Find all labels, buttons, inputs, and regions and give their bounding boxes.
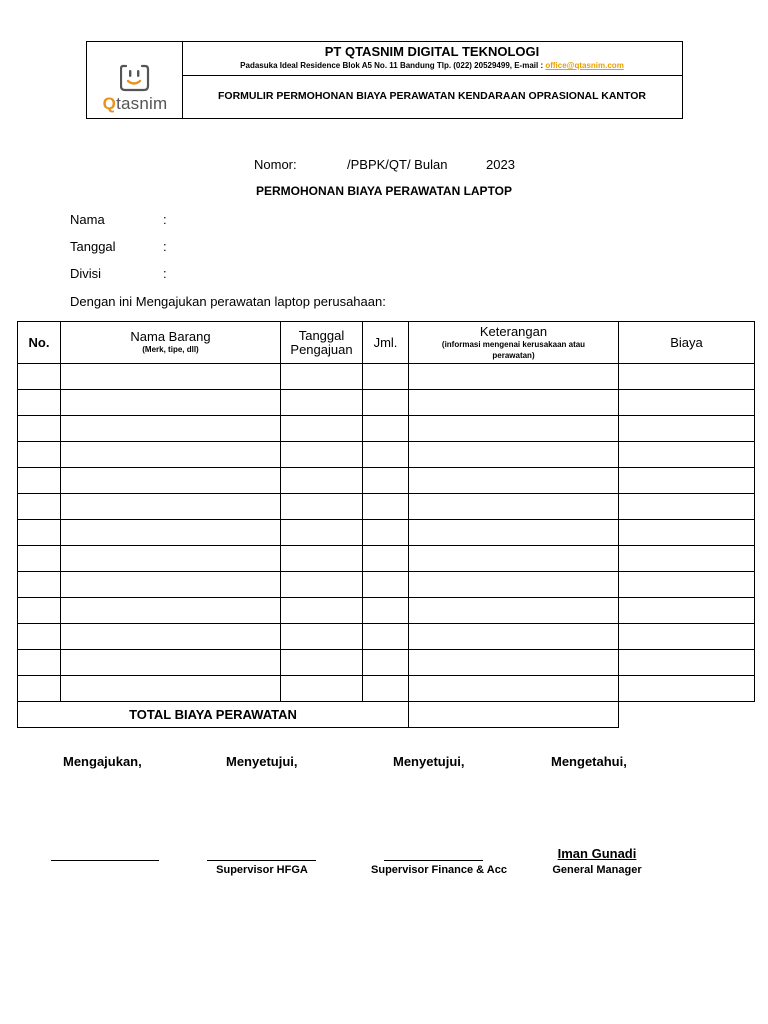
cell-no[interactable] [18, 364, 61, 390]
cell-nama-barang[interactable] [61, 442, 281, 468]
total-row [18, 702, 755, 728]
table-row [18, 546, 755, 572]
nomor-year: 2023 [486, 157, 515, 172]
cell-biaya[interactable] [619, 494, 755, 520]
cell-tanggal[interactable] [281, 676, 363, 702]
total-label: TOTAL BIAYA PERAWATAN [18, 702, 409, 728]
document-header [86, 41, 683, 119]
cell-biaya[interactable] [619, 624, 755, 650]
maintenance-table [17, 321, 755, 728]
cell-biaya[interactable] [619, 572, 755, 598]
cell-no[interactable] [18, 650, 61, 676]
cell-keterangan[interactable] [409, 364, 619, 390]
cell-jml[interactable] [363, 494, 409, 520]
cell-no[interactable] [18, 572, 61, 598]
cell-jml[interactable] [363, 390, 409, 416]
col-header-jml: Jml. [363, 322, 409, 364]
tanggal-colon: : [163, 239, 167, 254]
cell-no[interactable] [18, 468, 61, 494]
cell-jml[interactable] [363, 520, 409, 546]
sig-menyetujui-2-label: Menyetujui, [393, 754, 465, 769]
cell-nama-barang[interactable] [61, 520, 281, 546]
table-row [18, 442, 755, 468]
cell-jml[interactable] [363, 468, 409, 494]
company-name: PT QTASNIM DIGITAL TEKNOLOGI [324, 44, 540, 59]
cell-tanggal[interactable] [281, 390, 363, 416]
cell-tanggal[interactable] [281, 650, 363, 676]
cell-keterangan[interactable] [409, 624, 619, 650]
cell-tanggal[interactable] [281, 364, 363, 390]
cell-keterangan[interactable] [409, 390, 619, 416]
cell-no[interactable] [18, 520, 61, 546]
cell-jml[interactable] [363, 364, 409, 390]
intro-text: Dengan ini Mengajukan perawatan laptop perusahaan: [70, 294, 386, 309]
nama-label: Nama [70, 212, 105, 227]
table-row [18, 572, 755, 598]
cell-jml[interactable] [363, 624, 409, 650]
cell-keterangan[interactable] [409, 676, 619, 702]
cell-nama-barang[interactable] [61, 390, 281, 416]
cell-no[interactable] [18, 416, 61, 442]
table-row [18, 494, 755, 520]
table-row [18, 520, 755, 546]
sig-mengetahui-label: Mengetahui, [551, 754, 627, 769]
sig-role-general-manager: General Manager [552, 864, 642, 876]
cell-tanggal[interactable] [281, 494, 363, 520]
col-header-tanggal: Tanggal Pengajuan [281, 322, 363, 364]
total-blank [619, 702, 755, 728]
total-value-cell[interactable] [409, 702, 619, 728]
col-header-biaya: Biaya [619, 322, 755, 364]
cell-biaya[interactable] [619, 650, 755, 676]
page-title: PERMOHONAN BIAYA PERAWATAN LAPTOP [255, 184, 513, 198]
table-row [18, 468, 755, 494]
sig-role-supervisor-hfga: Supervisor HFGA [216, 864, 308, 876]
table-row [18, 416, 755, 442]
col-header-no: No. [18, 322, 61, 364]
cell-keterangan[interactable] [409, 520, 619, 546]
cell-no[interactable] [18, 442, 61, 468]
table-header-row [18, 322, 755, 364]
cell-keterangan[interactable] [409, 442, 619, 468]
cell-tanggal[interactable] [281, 442, 363, 468]
cell-nama-barang[interactable] [61, 364, 281, 390]
cell-jml[interactable] [363, 416, 409, 442]
cell-biaya[interactable] [619, 598, 755, 624]
cell-nama-barang[interactable] [61, 416, 281, 442]
cell-keterangan[interactable] [409, 494, 619, 520]
company-info [182, 42, 682, 76]
signature-line-1 [51, 860, 159, 861]
table-row [18, 624, 755, 650]
cell-keterangan[interactable] [409, 416, 619, 442]
signature-line-2 [207, 860, 316, 861]
table-row [18, 390, 755, 416]
logo-cell [87, 42, 183, 118]
cell-biaya[interactable] [619, 442, 755, 468]
table-row [18, 364, 755, 390]
email-link[interactable]: office@qtasnim.com [545, 61, 624, 70]
divisi-colon: : [163, 266, 167, 281]
cell-tanggal[interactable] [281, 416, 363, 442]
cell-biaya[interactable] [619, 546, 755, 572]
cell-no[interactable] [18, 598, 61, 624]
cell-tanggal[interactable] [281, 598, 363, 624]
sig-gm-name: Iman Gunadi [557, 846, 637, 861]
cell-biaya[interactable] [619, 520, 755, 546]
cell-nama-barang[interactable] [61, 624, 281, 650]
cell-tanggal[interactable] [281, 468, 363, 494]
sig-mengajukan-label: Mengajukan, [63, 754, 142, 769]
nomor-code: /PBPK/QT/ Bulan [347, 157, 448, 172]
col-header-keterangan: Keterangan (informasi mengenai kerusakaan atau perawatan) [409, 322, 619, 364]
tanggal-label: Tanggal [70, 239, 116, 254]
cell-no[interactable] [18, 494, 61, 520]
cell-keterangan[interactable] [409, 546, 619, 572]
cell-keterangan[interactable] [409, 468, 619, 494]
divisi-label: Divisi [70, 266, 102, 281]
cell-keterangan[interactable] [409, 650, 619, 676]
cell-nama-barang[interactable] [61, 598, 281, 624]
sig-role-supervisor-finance: Supervisor Finance & Acc [371, 864, 507, 876]
cell-jml[interactable] [363, 442, 409, 468]
cell-tanggal[interactable] [281, 546, 363, 572]
cell-biaya[interactable] [619, 416, 755, 442]
qtasnim-logo-icon [120, 62, 150, 92]
nomor-label: Nomor: [254, 157, 297, 172]
cell-no[interactable] [18, 624, 61, 650]
sig-menyetujui-1-label: Menyetujui, [226, 754, 298, 769]
cell-nama-barang[interactable] [61, 676, 281, 702]
cell-jml[interactable] [363, 546, 409, 572]
cell-biaya[interactable] [619, 390, 755, 416]
cell-biaya[interactable] [619, 468, 755, 494]
signature-line-3 [384, 860, 483, 861]
form-title: FORMULIR PERMOHONAN BIAYA PERAWATAN KENDARAAN OPRASIONAL KANTOR [218, 90, 646, 102]
cell-nama-barang[interactable] [61, 546, 281, 572]
cell-no[interactable] [18, 546, 61, 572]
cell-nama-barang[interactable] [61, 650, 281, 676]
cell-keterangan[interactable] [409, 598, 619, 624]
cell-jml[interactable] [363, 598, 409, 624]
table-row [18, 676, 755, 702]
cell-tanggal[interactable] [281, 624, 363, 650]
cell-biaya[interactable] [619, 676, 755, 702]
cell-tanggal[interactable] [281, 520, 363, 546]
cell-nama-barang[interactable] [61, 572, 281, 598]
cell-no[interactable] [18, 676, 61, 702]
cell-no[interactable] [18, 390, 61, 416]
company-address: Padasuka Ideal Residence Blok A5 No. 11 Bandung Tlp. (022) 20529499, E-mail : office@qtasnim.com [240, 61, 624, 70]
table-row [18, 598, 755, 624]
cell-nama-barang[interactable] [61, 494, 281, 520]
cell-jml[interactable] [363, 676, 409, 702]
col-header-nama-barang: Nama Barang (Merk, tipe, dll) [61, 322, 281, 364]
nama-colon: : [163, 212, 167, 227]
table-row [18, 650, 755, 676]
logo-wordmark: Qtasnim [102, 94, 168, 113]
cell-jml[interactable] [363, 572, 409, 598]
cell-tanggal[interactable] [281, 572, 363, 598]
cell-nama-barang[interactable] [61, 468, 281, 494]
cell-jml[interactable] [363, 650, 409, 676]
cell-keterangan[interactable] [409, 572, 619, 598]
cell-biaya[interactable] [619, 364, 755, 390]
